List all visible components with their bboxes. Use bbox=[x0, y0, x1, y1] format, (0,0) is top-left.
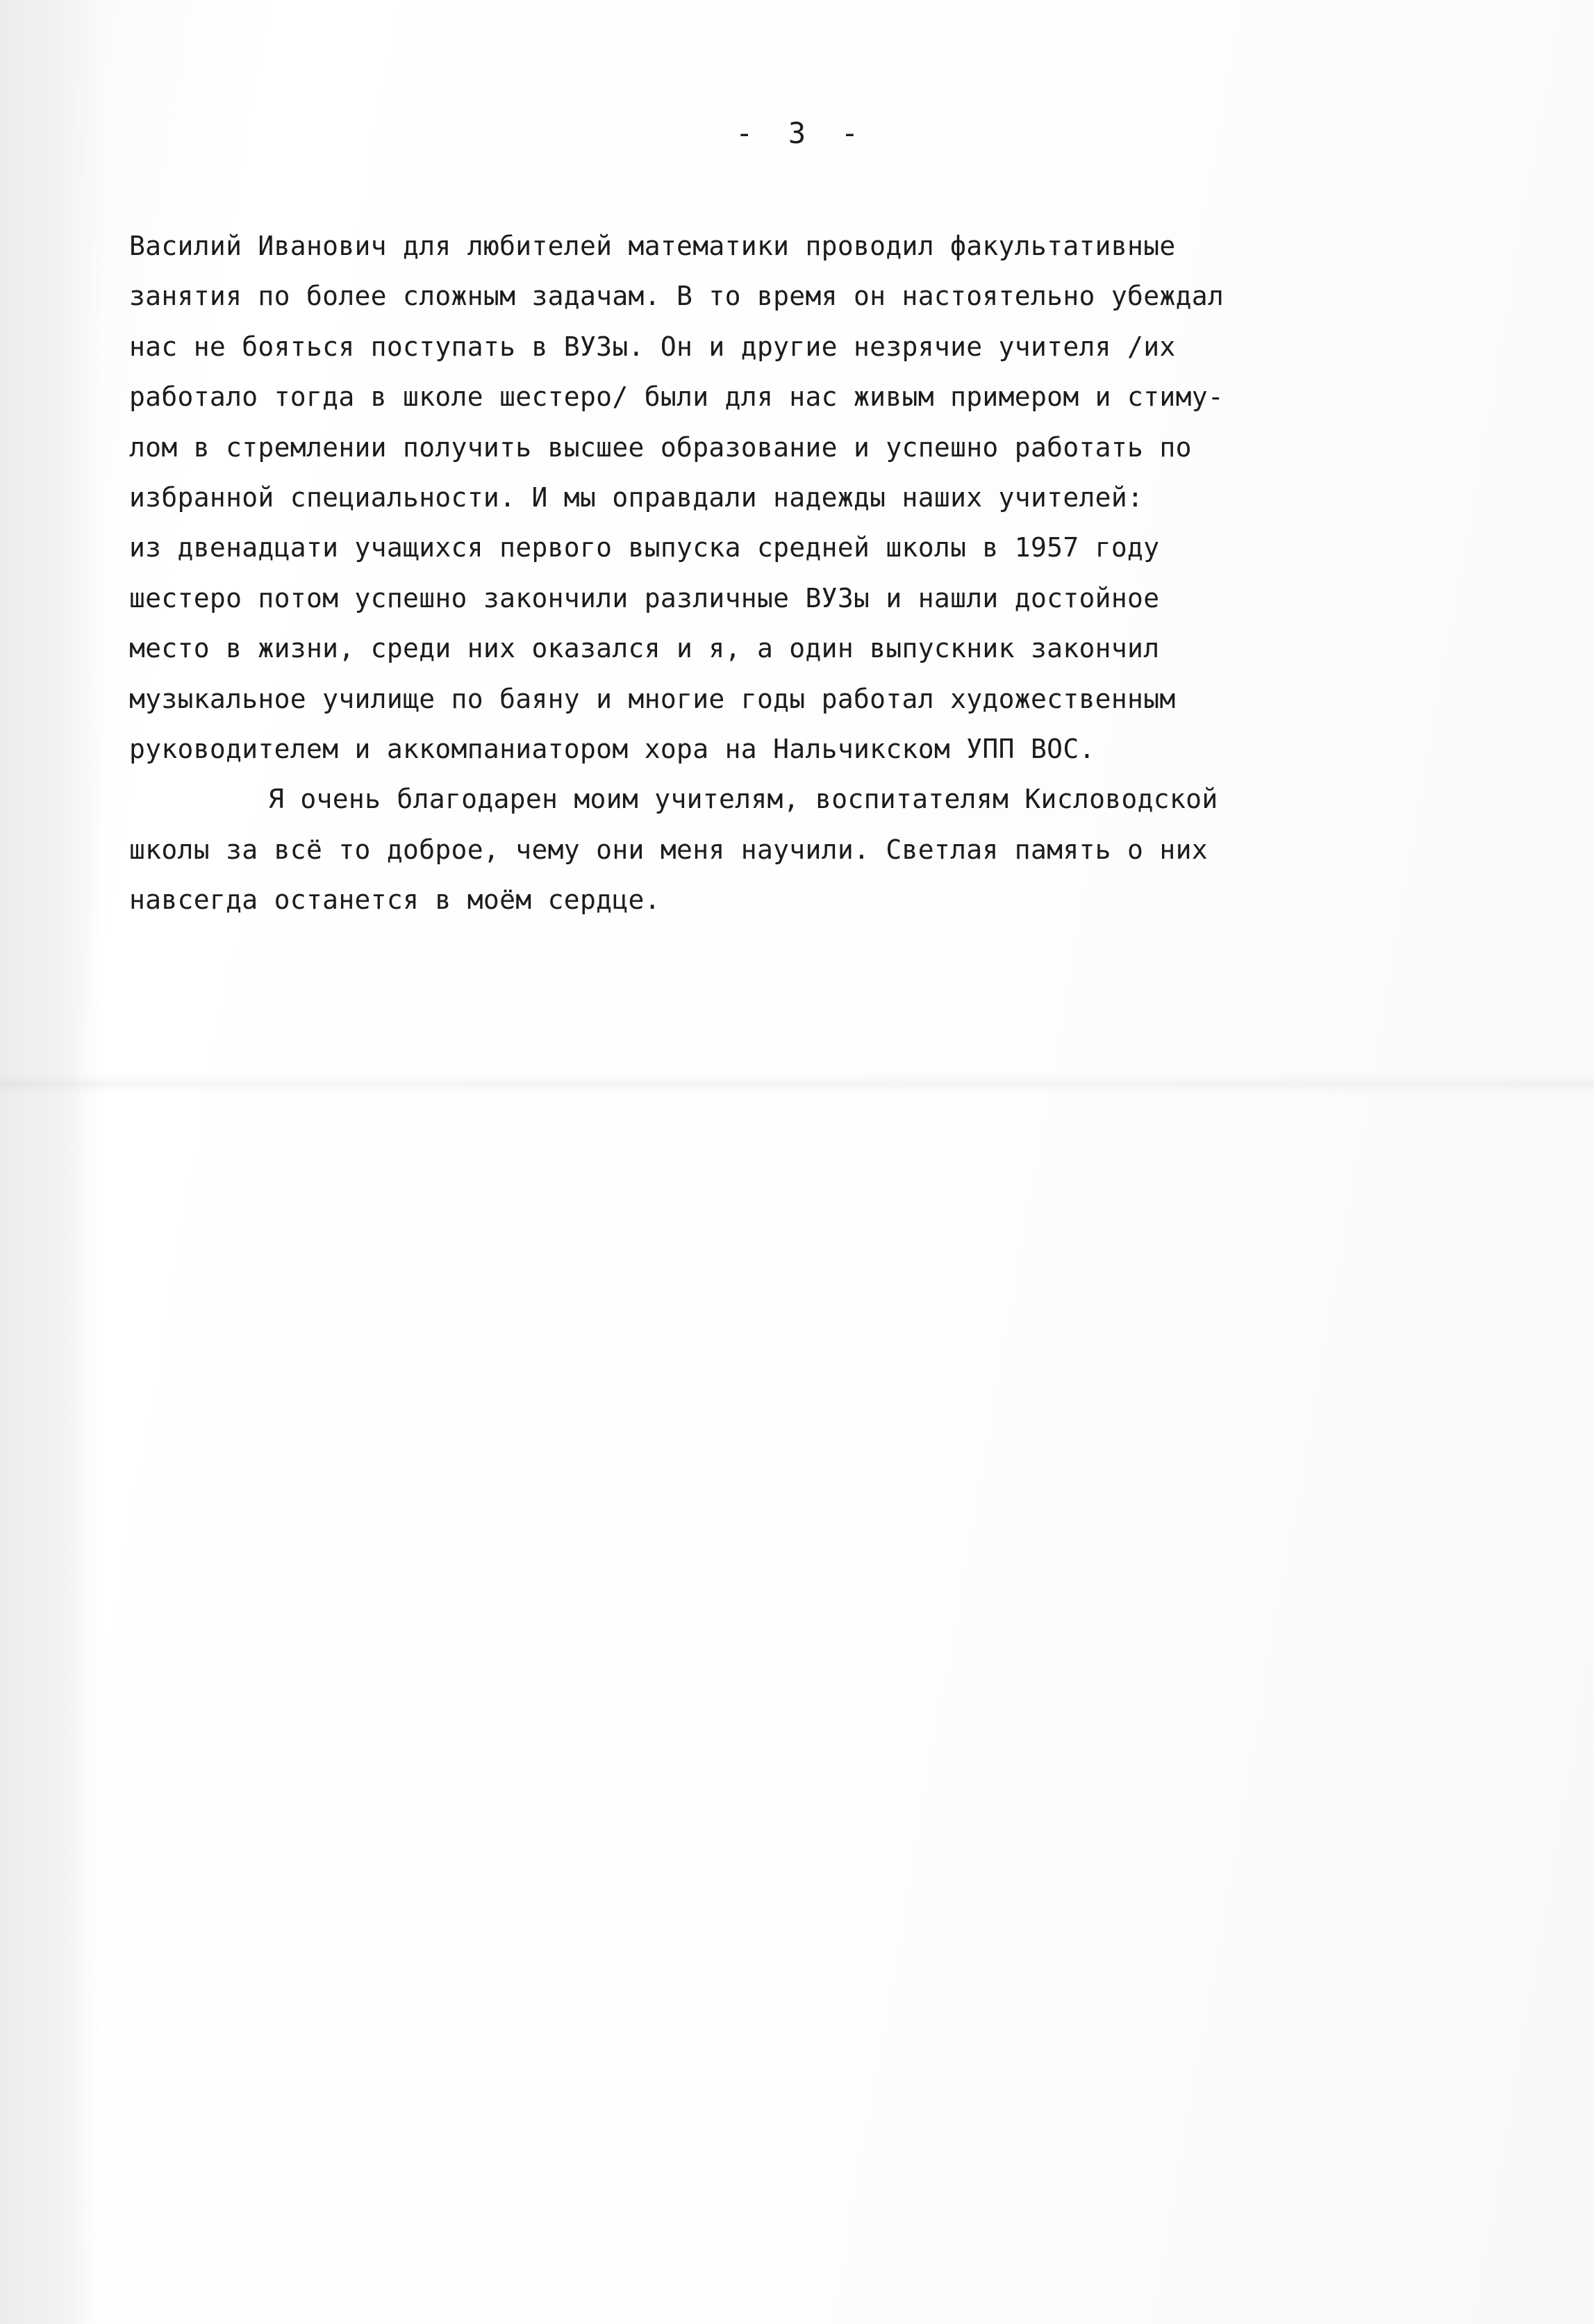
text-line: работало тогда в школе шестеро/ были для нас живым примером и стиму- bbox=[129, 381, 1224, 413]
text-line: шестеро потом успешно закончили различные ВУЗы и нашли достойное bbox=[129, 582, 1160, 613]
paragraph-2 bbox=[129, 774, 1504, 925]
paper-fold-crease bbox=[0, 1073, 1594, 1094]
page-number: - 3 - bbox=[735, 116, 858, 150]
text-line: школы за всё то доброе, чему они меня научили. Светлая память о них bbox=[129, 834, 1208, 865]
text-line: Василий Иванович для любителей математики проводил факультативные bbox=[129, 231, 1176, 261]
paper-edge-shadow bbox=[0, 0, 104, 2324]
text-line: место в жизни, среди них оказался и я, а один выпускник закончил bbox=[129, 633, 1160, 664]
text-line: навсегда останется в моём сердце. bbox=[129, 884, 661, 916]
text-line: занятия по более сложным задачам. В то время он настоятельно убеждал bbox=[129, 281, 1224, 312]
text-line: из двенадцати учащихся первого выпуска средней школы в 1957 году bbox=[129, 532, 1160, 563]
text-line: избранной специальности. И мы оправдали надежды наших учителей: bbox=[129, 482, 1144, 513]
text-line: руководителем и аккомпаниатором хора на Нальчикском УПП ВОС. bbox=[129, 734, 1095, 765]
body-text bbox=[129, 221, 1504, 925]
text-line: лом в стремлении получить высшее образование и успешно работать по bbox=[129, 431, 1192, 463]
text-line: музыкальное училище по баяну и многие годы работал художественным bbox=[129, 683, 1176, 714]
text-line: нас не бояться поступать в ВУЗы. Он и другие незрячие учителя /их bbox=[129, 331, 1176, 362]
paragraph-1 bbox=[129, 221, 1504, 774]
text-line: Я очень благодарен моим учителям, воспитателям Кисловодской bbox=[268, 784, 1218, 815]
